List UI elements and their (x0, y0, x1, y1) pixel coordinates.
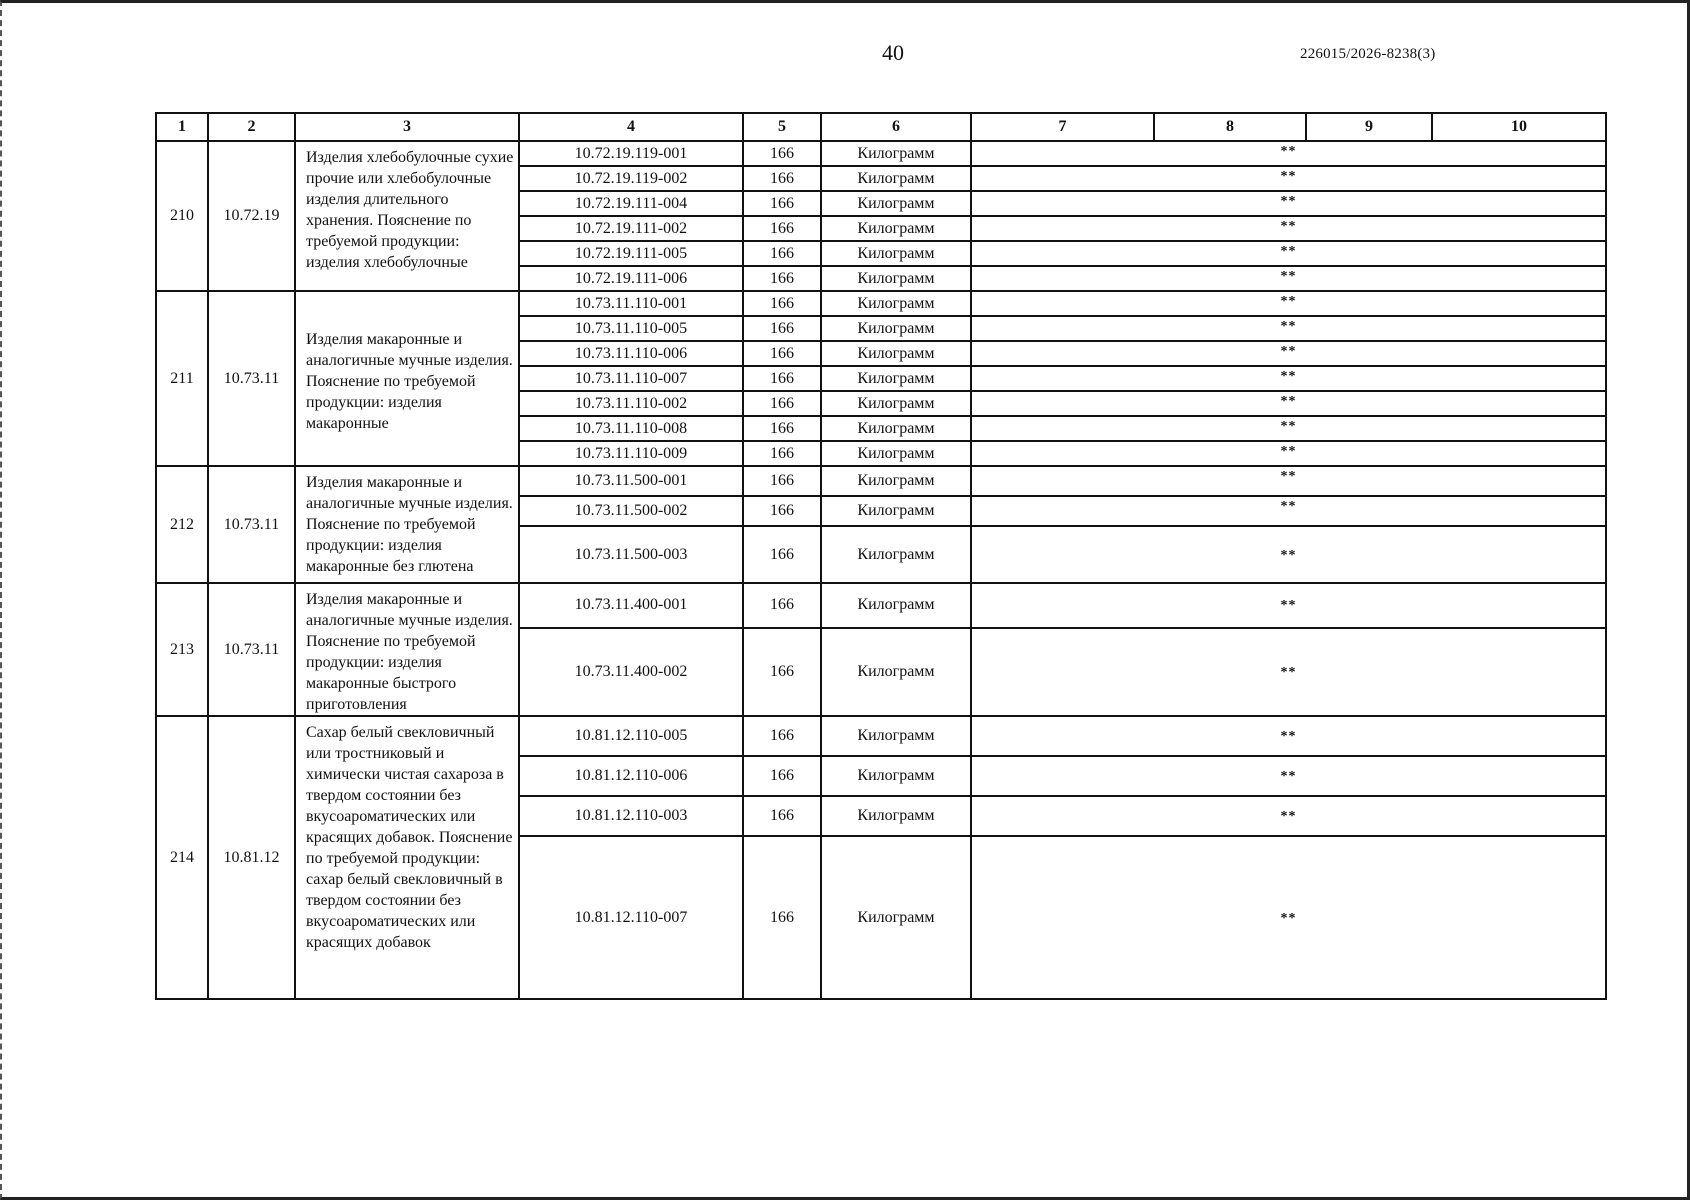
ktru-code: 10.81.12.110-007 (519, 836, 743, 999)
value-cell: ** (971, 391, 1606, 416)
unit-name: Килограмм (821, 756, 971, 796)
ktru-code: 10.72.19.119-002 (519, 166, 743, 191)
ktru-code: 10.81.12.110-003 (519, 796, 743, 836)
col-header-1: 1 (156, 113, 208, 141)
value-cell: ** (971, 628, 1606, 716)
value-cell: ** (971, 496, 1606, 526)
okei-code: 166 (743, 796, 821, 836)
row-number: 214 (156, 716, 208, 999)
okpd-code: 10.72.19 (208, 141, 295, 291)
row-number: 213 (156, 583, 208, 716)
ktru-code: 10.73.11.400-002 (519, 628, 743, 716)
okei-code: 166 (743, 166, 821, 191)
okei-code: 166 (743, 291, 821, 316)
okei-code: 166 (743, 216, 821, 241)
ktru-code: 10.73.11.110-002 (519, 391, 743, 416)
value-cell: ** (971, 441, 1606, 466)
ktru-code: 10.73.11.110-008 (519, 416, 743, 441)
ktru-code: 10.73.11.110-009 (519, 441, 743, 466)
okpd-code: 10.73.11 (208, 466, 295, 583)
unit-name: Килограмм (821, 416, 971, 441)
table-row (156, 583, 1606, 628)
unit-name: Килограмм (821, 291, 971, 316)
okei-code: 166 (743, 496, 821, 526)
table-row (156, 141, 1606, 166)
col-header-3: 3 (295, 113, 519, 141)
unit-name: Килограмм (821, 796, 971, 836)
product-description: Изделия макаронные и аналогичные мучные изделия. Пояснение по требуемой продукции: изделия макаронные быстрого приготовления (295, 583, 519, 716)
okei-code: 166 (743, 316, 821, 341)
okei-code: 166 (743, 466, 821, 496)
col-header-9: 9 (1306, 113, 1432, 141)
value-cell: ** (971, 166, 1606, 191)
okei-code: 166 (743, 266, 821, 291)
value-cell: ** (971, 466, 1606, 496)
unit-name: Килограмм (821, 496, 971, 526)
unit-name: Килограмм (821, 141, 971, 166)
okpd-code: 10.81.12 (208, 716, 295, 999)
okpd-code: 10.73.11 (208, 291, 295, 466)
okei-code: 166 (743, 391, 821, 416)
unit-name: Килограмм (821, 836, 971, 999)
product-description: Сахар белый свекловичный или тростниковый и химически чистая сахароза в твердом состоянии без вкусоароматических или красящих добавок. Пояснение по требуемой продукции: сахар белый свекловичный в твердом состоянии без вкусоароматических или красящих добавок (295, 716, 519, 999)
ktru-code: 10.73.11.110-001 (519, 291, 743, 316)
ktru-code: 10.81.12.110-006 (519, 756, 743, 796)
col-header-4: 4 (519, 113, 743, 141)
ktru-code: 10.73.11.400-001 (519, 583, 743, 628)
unit-name: Килограмм (821, 628, 971, 716)
col-header-2: 2 (208, 113, 295, 141)
value-cell: ** (971, 241, 1606, 266)
ktru-code: 10.72.19.111-006 (519, 266, 743, 291)
table-row (156, 716, 1606, 756)
unit-name: Килограмм (821, 166, 971, 191)
okei-code: 166 (743, 628, 821, 716)
okei-code: 166 (743, 241, 821, 266)
okei-code: 166 (743, 191, 821, 216)
ktru-code: 10.72.19.111-004 (519, 191, 743, 216)
unit-name: Килограмм (821, 191, 971, 216)
okei-code: 166 (743, 583, 821, 628)
okpd-code: 10.73.11 (208, 583, 295, 716)
col-header-10: 10 (1432, 113, 1606, 141)
value-cell: ** (971, 796, 1606, 836)
ktru-code: 10.72.19.111-002 (519, 216, 743, 241)
ktru-code: 10.73.11.110-005 (519, 316, 743, 341)
value-cell: ** (971, 191, 1606, 216)
header-row (156, 113, 1606, 141)
ktru-code: 10.73.11.500-002 (519, 496, 743, 526)
okei-code: 166 (743, 416, 821, 441)
unit-name: Килограмм (821, 466, 971, 496)
col-header-5: 5 (743, 113, 821, 141)
okei-code: 166 (743, 141, 821, 166)
row-number: 210 (156, 141, 208, 291)
unit-name: Килограмм (821, 266, 971, 291)
row-number: 211 (156, 291, 208, 466)
table-row (156, 466, 1606, 496)
unit-name: Килограмм (821, 391, 971, 416)
unit-name: Килограмм (821, 341, 971, 366)
value-cell: ** (971, 266, 1606, 291)
value-cell: ** (971, 316, 1606, 341)
okei-code: 166 (743, 716, 821, 756)
value-cell: ** (971, 756, 1606, 796)
value-cell: ** (971, 366, 1606, 391)
row-number: 212 (156, 466, 208, 583)
okei-code: 166 (743, 836, 821, 999)
ktru-code: 10.73.11.110-006 (519, 341, 743, 366)
okei-code: 166 (743, 756, 821, 796)
value-cell: ** (971, 291, 1606, 316)
table-row (156, 291, 1606, 316)
unit-name: Килограмм (821, 526, 971, 583)
okei-code: 166 (743, 441, 821, 466)
okei-code: 166 (743, 341, 821, 366)
value-cell: ** (971, 716, 1606, 756)
value-cell: ** (971, 416, 1606, 441)
value-cell: ** (971, 583, 1606, 628)
specification-table (155, 112, 1607, 1000)
value-cell: ** (971, 836, 1606, 999)
page-number: 40 (882, 40, 904, 65)
ktru-code: 10.72.19.111-005 (519, 241, 743, 266)
unit-name: Килограмм (821, 583, 971, 628)
unit-name: Килограмм (821, 441, 971, 466)
unit-name: Килограмм (821, 216, 971, 241)
unit-name: Килограмм (821, 241, 971, 266)
unit-name: Килограмм (821, 366, 971, 391)
product-description: Изделия хлебобулочные сухие прочие или хлебобулочные изделия длительного хранения. Пояснение по требуемой продукции: изделия хлебобулочные (295, 141, 519, 291)
product-description: Изделия макаронные и аналогичные мучные изделия. Пояснение по требуемой продукции: изделия макаронные без глютена (295, 466, 519, 583)
ktru-code: 10.81.12.110-005 (519, 716, 743, 756)
value-cell: ** (971, 216, 1606, 241)
value-cell: ** (971, 526, 1606, 583)
col-header-6: 6 (821, 113, 971, 141)
value-cell: ** (971, 341, 1606, 366)
unit-name: Килограмм (821, 716, 971, 756)
col-header-8: 8 (1154, 113, 1306, 141)
product-description: Изделия макаронные и аналогичные мучные изделия. Пояснение по требуемой продукции: изделия макаронные (295, 291, 519, 466)
okei-code: 166 (743, 526, 821, 583)
okei-code: 166 (743, 366, 821, 391)
ktru-code: 10.73.11.110-007 (519, 366, 743, 391)
document-id: 226015/2026-8238(3) (1300, 46, 1436, 62)
col-header-7: 7 (971, 113, 1154, 141)
value-cell: ** (971, 141, 1606, 166)
ktru-code: 10.73.11.500-003 (519, 526, 743, 583)
ktru-code: 10.72.19.119-001 (519, 141, 743, 166)
unit-name: Килограмм (821, 316, 971, 341)
ktru-code: 10.73.11.500-001 (519, 466, 743, 496)
